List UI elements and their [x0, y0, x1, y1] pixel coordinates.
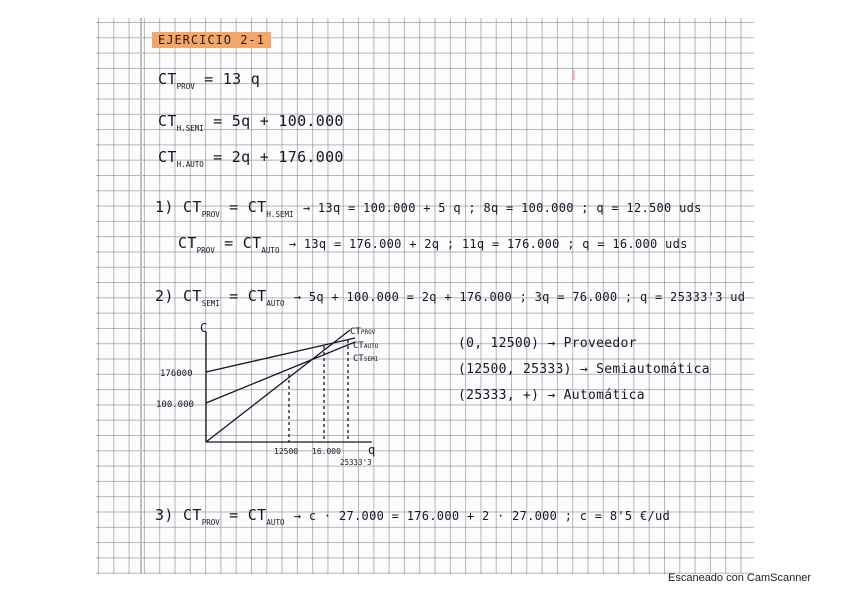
x-axis-label: q: [368, 443, 376, 457]
part2-line: 2) $CT_{SEMI} = CT_{AUTO} \to 5q + 100.000 = 2q + 176.000$ ; 3q = 76.000 ; q = 25333'3 ud: [155, 287, 746, 308]
line-label-prov: CTPROV: [350, 327, 376, 337]
line-label-auto: CTAUTO: [353, 341, 379, 351]
x-tick-25333: 25333'3: [340, 458, 372, 467]
y-axis-label: C: [200, 321, 208, 335]
interval-semiautomatica: (12500, 25333) → Semiautomática: [458, 362, 710, 377]
interval-automatica: (25333, +) → Automática: [458, 388, 645, 403]
line-label-semi: CTSEMI: [353, 354, 379, 364]
margin-line: [140, 18, 142, 574]
part3-line: 3) $CT_{PROV} = CT_{AUTO} \to c \cdot 27.000 = 176.000 + 2 \cdot 27.000$ ; c = 8'5 €/ud: [155, 506, 671, 527]
scanner-watermark: Escaneado con CamScanner: [668, 572, 812, 584]
part1-line1: 1) $CT_{PROV} = CT_{H.SEMI} \to 13q = 100.000 + 5$ q ; 8q = 100.000 ; q = 12.500 uds: [155, 198, 702, 219]
x-tick-12500: 12500: [274, 447, 299, 456]
line-semi: [206, 342, 355, 403]
y-tick-176000: 176000: [160, 369, 193, 379]
x-tick-16000: 16.000: [312, 447, 341, 456]
y-tick-100000: 100.000: [156, 400, 194, 410]
equation-auto: $CT_{H.AUTO} = 2q + 176.000$: [158, 148, 344, 169]
line-prov: [206, 330, 350, 442]
ink-mark: [572, 70, 575, 80]
equation-prov: $CT_{PROV} = 13$ q: [158, 70, 261, 91]
cost-graph: [150, 318, 430, 478]
exercise-title: EJERCICIO 2-1: [152, 32, 271, 48]
interval-proveedor: (0, 12500) → Proveedor: [458, 336, 637, 351]
part1-line2: $CT_{PROV} = CT_{AUTO} \to 13q = 176.000 + 2q$ ; 11q = 176.000 ; q = 16.000 uds: [178, 234, 688, 255]
equation-semi: $CT_{H.SEMI} = 5q + 100.000$: [158, 112, 344, 133]
